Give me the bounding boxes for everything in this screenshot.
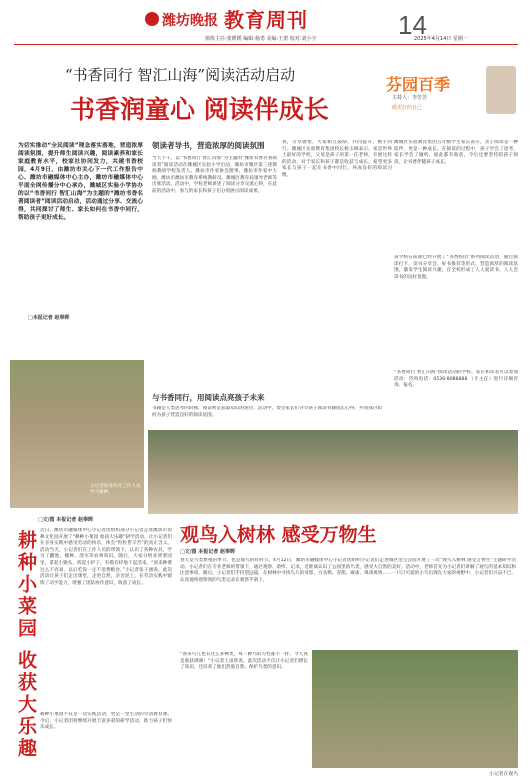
- bottom-headline: 观鸟入树林 感受万物生: [180, 524, 377, 546]
- hotline: “书香同行 智汇山海”阅读活动的学校、家长和读者可以参加活动：咨询电话：0536-8088888 （专主任）进行详细咨询、报名。: [394, 370, 518, 389]
- top-byline: □本报记者 赵奉晖: [28, 315, 70, 321]
- promo-tagline: 做更好的自己: [392, 105, 423, 111]
- masthead: [0, 0, 530, 46]
- body-col-3: 我，分享感悟，大家相互鼓励、共同提升，携手同行。潍城区实验教育集团校长杨玉梅表示，家是世界上最好的学校，父母是孩子的第一任老师，开展这样的活动，对于家长和孩子都是收获与成长，希望更多家长与孩子一起在书香中同行，养成良好的阅读习惯。: [282, 140, 392, 178]
- host-portrait: [486, 66, 516, 114]
- photo-flower-class: [148, 430, 518, 514]
- masthead-rule: [14, 44, 518, 45]
- kicker: “书香同行 智汇山海”阅读活动启动: [65, 66, 296, 84]
- body-col-2: 当天下午，以“书香同行 智汇山海”为主题的“潍坊书香名著阅读者”阅读活动在潍城区实验小学启动，潍坊市潍区第三述教师教研学校负责人、潍坊市作家协会理事、潍坊市作家中大刚，潍坊市潍坊市教育系统教研员、潍城区教育局领导老师等出席活动。活动中，学校老师讲述了阅读分享交流心得，在此前的活动中，参与的家长和孩子们分别展示阅读成果。: [152, 156, 277, 194]
- bottom-body: 春天是鸟类繁殖的季节，也是观鸟的好时节。4月12日，潍坊市融媒体中心小记者团组织小记者们走进城区金宝公园开展了一次“观鸟入树林 感受万物生”主题研学活动。小记者们在专业老师的带领下，通过观察、聆听、记录，近距离认识了公园里的鸟类，感受大自然的美好。活动中，老师首先为小记者们讲解了观鸟的基本知识和注意事项，随后，小记者们手持望远镜，在树林中寻找鸟儿的身影，白头鹎、喜鹊、麻雀、珠颈斑鸠……一只只可爱的小鸟出现在大家的视野中，小记者们兴奋不已，认真地将观察到的鸟类记录在观察手册上。: [180, 558, 516, 583]
- brand-name: 潍坊晚报: [162, 13, 218, 29]
- left-byline: □文/图 本报记者 赵奉晖: [38, 517, 94, 523]
- photo-caption-garden: 小记者现身作社工作人员学习耕种。: [90, 484, 141, 495]
- photo-birdwatch: [312, 650, 518, 768]
- body-col-4b: 该学校在前期已经开展了“书香校园”系列阅读活动，通过阅读打卡、读书分享会、好书推荐等形式，营造浓厚的阅读氛围，激发学生阅读兴趣，在全校形成了人人爱读书、人人会读书的良好氛围。: [394, 255, 518, 280]
- brand-logo-icon: [145, 12, 159, 26]
- masthead-date: 2025年4月14日 星期一: [414, 36, 468, 42]
- lead-paragraph: 为切实推动“全民阅读”理念落实落地，营造浓厚阅读氛围，提升师生阅读兴趣，阅读素养和家长家庭教育水平，校家社协同发力，共建书香校园，4月9日，由潍坊市关心下一代工作报告中心、潍坊市融媒体中心主办，潍坊市融媒体中心平面全网传播分中心承办，潍城区实验小学协办的以“书香同行 智汇山海”为主题的“潍坊书香名著阅读者”阅读活动启动，活动通过分享、交流心得，共同探讨了师生、家长如何在书香中同行，帮助孩子更好成长。: [18, 143, 143, 221]
- bottom-byline: □文/图 本报记者 赵奉晖: [180, 549, 236, 555]
- section-title: 教育周刊: [224, 8, 308, 32]
- left-body: 近日，潍坊市融媒体中心小记者团组织部分小记者走进潍坊市农耕文化园开展了“耕种小菜园 收获大乐趣”研学活动，让小记者们在亲身实践中感受劳动的快乐，体会“粒粒皆辛苦”的真正含义。活动当天，小记者们在工作人员的带领下，认识了各种农具，学习了翻地、播种、浇水等农事知识。随后，大家分组来到菜园里，拿起小锄头，挥起小铲子，有模有样地干起活来。“原来种菜这么不容易，以后吃饭一定不浪费粮食。”小记者张子涵说。此次活动让孩子们走出课堂，走进自然，亲近泥土，在劳动实践中锻炼了动手能力，增强了团队协作意识，收获了成长。: [40, 528, 172, 586]
- vertical-title: 耕种小菜园 收获大乐趣: [15, 530, 37, 760]
- left-note: 耕种小菜园不仅是一次实践活动，更是一堂生动的劳动教育课。今后，小记者团将继续开展丰富多彩的研学活动，助力孩子们快乐成长。: [40, 712, 172, 731]
- promo-block: [386, 66, 518, 118]
- headline: 书香润童心 阅读伴成长: [70, 95, 329, 124]
- body-col-4a: 潍城区实验教育集团五年级学生家长表示，亲子阅读是一种陪伴，更是一种成长。在阅读的过程中，孩子学会了思考，家长学会了倾听，彼此都有收获，今后还要坚持陪孩子阅读，让书香伴随孩子成长。: [394, 140, 518, 165]
- section-heading-2: 与书香同行，用阅读点亮孩子未来: [152, 393, 265, 402]
- pull-quote: 书籍是人类思考的阶梯，阅读则是获取知识的途径。活动中，参会家长们分享孩子阅读书籍成长心得，共同探讨如何为孩子营造良好的阅读氛围。: [152, 406, 382, 418]
- photo-caption-bird: 小记者在观鸟: [489, 772, 518, 777]
- promo-title: 芬园百季: [386, 75, 451, 94]
- bottom-body-2: “原来鸟儿也有这么多种类，每一种鸟的习性都不一样，今天真是收获满满！”小记者王雨欣说。此次活动不仅让小记者们增长了知识，还培养了他们热爱自然、保护鸟类的意识。: [180, 652, 308, 671]
- page-number: 14: [398, 10, 427, 40]
- promo-host: 主持人：李芳芳: [392, 95, 428, 101]
- section-heading-1: 领读者导书，营造浓厚的阅读氛围: [152, 141, 265, 150]
- masthead-credits: 值班主任:张媛媛 编辑:杨勇 美编:王蕾 校对:刘小宇: [205, 36, 317, 42]
